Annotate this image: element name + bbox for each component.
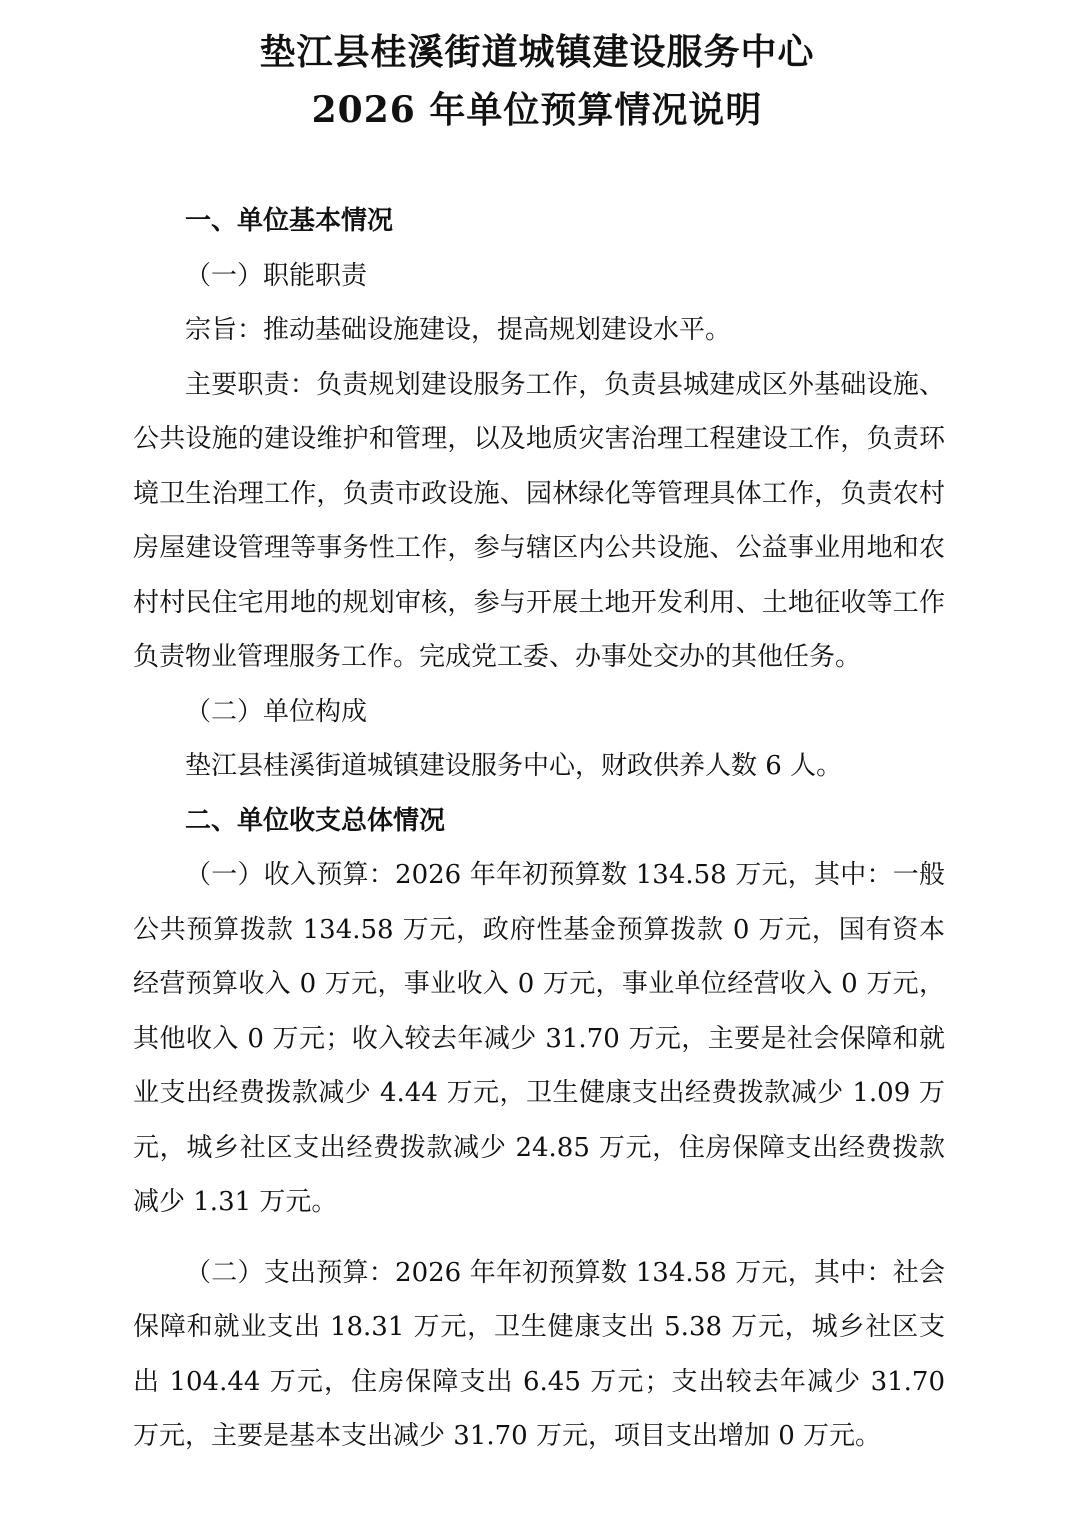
purpose-paragraph: 宗旨：推动基础设施建设，提高规划建设水平。	[185, 315, 732, 345]
income-budget-paragraph: （一）收入预算：2026 年年初预算数 134.58 万元，其中：一般公共预算拨款 134.58 万元，政府性基金预算拨款 0 万元，国有资本经营预算收入 0 万元，事业收入 0 万元，事业单位经营收入 0 万元，其他收入 0 万元；收入较去年减少 31.70 万元，主要是社会保障和就业支出经费拨款减少 4.44 万元，卫生健康支出经费拨款减少 1.09 万元，城乡社区支出经费拨款减少 24.85 万元，住房保障支出经费拨款减少 1.31 万元。	[133, 860, 945, 1217]
section-1-sub2-heading: （二）单位构成	[185, 696, 368, 727]
document-title-line1: 垫江县桂溪街道城镇建设服务中心	[259, 31, 815, 73]
section-1-sub1-heading: （一）职能职责	[185, 260, 368, 291]
document-body	[133, 194, 945, 1464]
document-title-line2: 2026 年单位预算情况说明	[311, 89, 763, 131]
section-2-heading: 二、单位收支总体情况	[185, 805, 446, 836]
section-1-heading: 一、单位基本情况	[185, 206, 394, 236]
composition-paragraph: 垫江县桂溪街道城镇建设服务中心，财政供养人数 6 人。	[185, 751, 843, 781]
duties-paragraph: 主要职责：负责规划建设服务工作，负责县城建成区外基础设施、公共设施的建设维护和管理，以及地质灾害治理工程建设工作，负责环境卫生治理工作，负责市政设施、园林绿化等管理具体工作，负责农村房屋建设管理等事务性工作，参与辖区内公共设施、公益事业用地和农村村民住宅用地的规划审核，参与开展土地开发利用、土地征收等工作负责物业管理服务工作。完成党工委、办事处交办的其他任务。	[133, 369, 945, 672]
expense-budget-paragraph: （二）支出预算：2026 年年初预算数 134.58 万元，其中：社会保障和就业支出 18.31 万元，卫生健康支出 5.38 万元，城乡社区支出 104.44 万元，住房保障支出 6.45 万元；支出较去年减少 31.70 万元，主要是基本支出减少 31.70 万元，项目支出增加 0 万元。	[133, 1257, 945, 1451]
